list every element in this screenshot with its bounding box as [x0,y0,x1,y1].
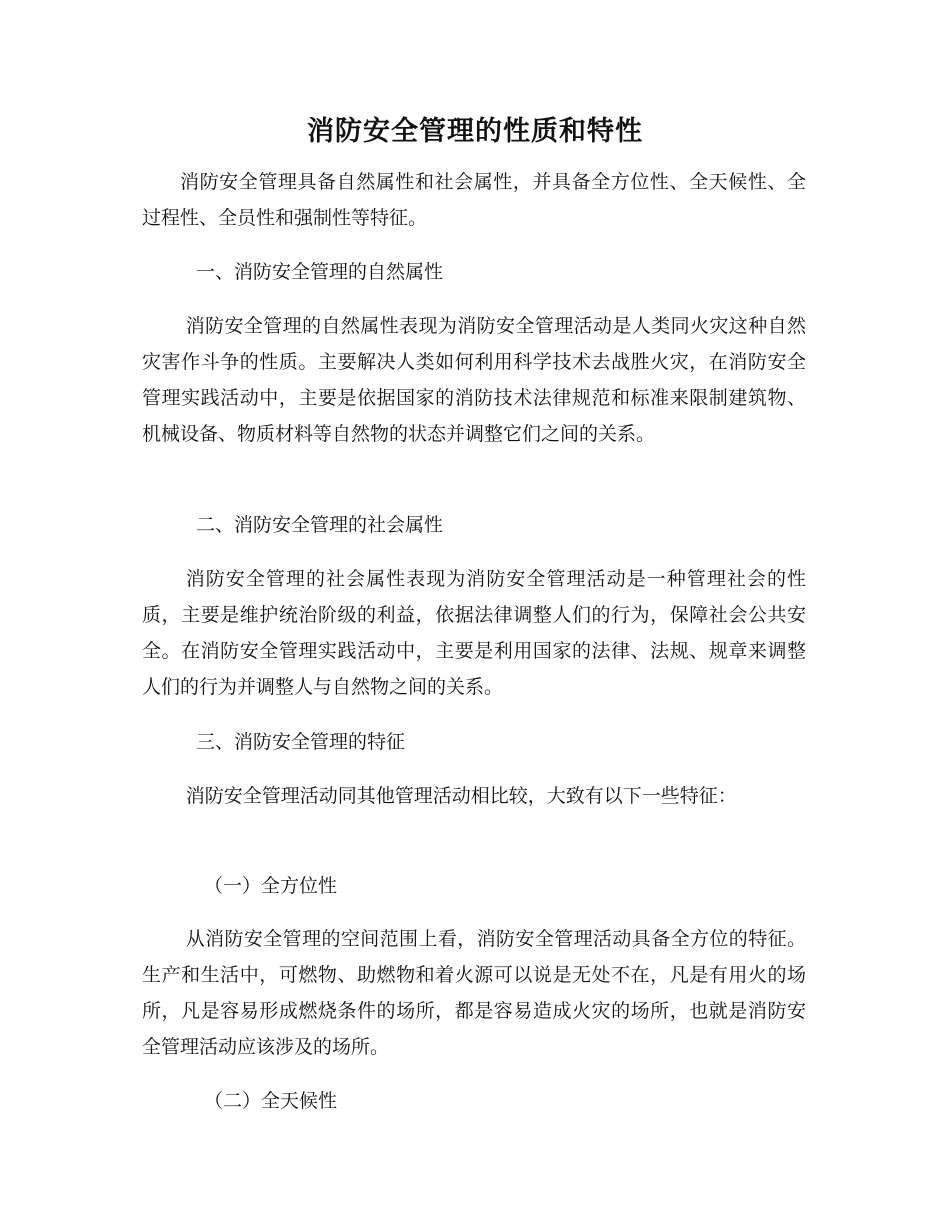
intro-paragraph: 消防安全管理具备自然属性和社会属性，并具备全方位性、全天候性、全过程性、全员性和强制性等特征。 [142,171,806,229]
subsection2-heading: （二）全天候性 [204,1090,338,1112]
section3-paragraph: 消防安全管理活动同其他管理活动相比较，大致有以下一些特征： [185,785,737,807]
section1-paragraph: 消防安全管理的自然属性表现为消防安全管理活动是人类同火灾这种自然灾害作斗争的性质。主要解决人类如何利用科学技术去战胜火灾，在消防安全管理实践活动中，主要是依据国家的消防技术法律规范和标准来限制建筑物、机械设备、物质材料等自然物的状态并调整它们之间的关系。 [142,315,806,445]
section3-heading: 三、消防安全管理的特征 [196,731,406,753]
document-title: 消防安全管理的性质和特性 [307,116,643,147]
section2-paragraph: 消防安全管理的社会属性表现为消防安全管理活动是一种管理社会的性质，主要是维护统治阶级的利益，依据法律调整人们的行为，保障社会公共安全。在消防安全管理实践活动中，主要是利用国家的法律、法规、规章来调整人们的行为并调整人与自然物之间的关系。 [142,568,806,698]
subsection1-paragraph: 从消防安全管理的空间范围上看，消防安全管理活动具备全方位的特征。生产和生活中，可燃物、助燃物和着火源可以说是无处不在，凡是有用火的场所，凡是容易形成燃烧条件的场所，都是容易造成火灾的场所，也就是消防安全管理活动应该涉及的场所。 [142,928,806,1058]
section1-heading: 一、消防安全管理的自然属性 [196,261,444,283]
section2-heading: 二、消防安全管理的社会属性 [196,514,444,536]
subsection1-heading: （一）全方位性 [204,875,338,897]
